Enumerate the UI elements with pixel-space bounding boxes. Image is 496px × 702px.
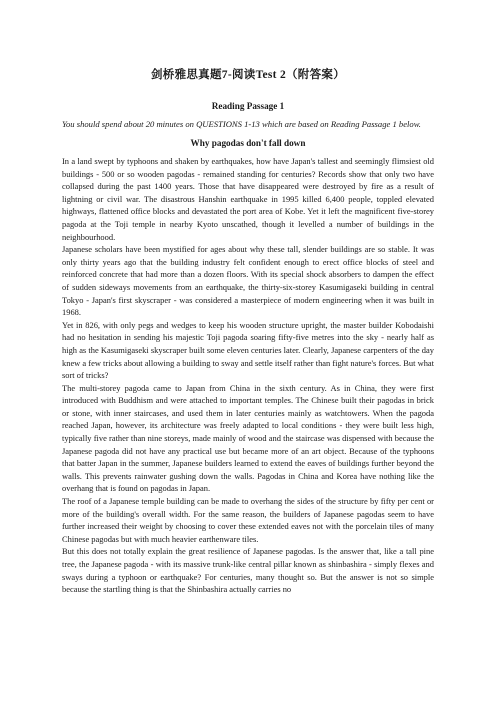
paragraph: In a land swept by typhoons and shaken by earthquakes, how have Japan's tallest and seemingly flimsiest old buildings - 500 or so wooden pagodas - remained standing for centuries? Records show that only two have collapsed during the past 1400 years. Those that have disappeared were destroyed by fire as a result of lightning or civil war. The disastrous Hanshin earthquake in 1995 killed 6,400 people, toppled elevated highways, flattened office blocks and devastated the port area of Kobe. Yet it left the magnificent five-storey pagoda at the Toji temple in nearby Kyoto unscathed, though it levelled a number of buildings in the neighbourhood.	[62, 156, 434, 242]
paragraph: But this does not totally explain the great resilience of Japanese pagodas. Is the answer that, like a tall pine tree, the Japanese pagoda - with its massive trunk-like central pillar known as shinbashira - simply flexes and sways during a typhoon or earthquake? For centuries, many thought so. But the answer is not so simple because the startling thing is that the Shinbashira actually carries no	[62, 546, 434, 595]
paragraph: Japanese scholars have been mystified for ages about why these tall, slender buildings are so stable. It was only thirty years ago that the building industry felt confident enough to erect office blocks of steel and reinforced concrete that had more than a dozen floors. With its special shock absorbers to dampen the effect of sudden sideways movements from an earthquake, the thirty-six-storey Kasumigaseki building in central Tokyo - Japan's first skyscraper - was considered a masterpiece of modern engineering when it was built in 1968.	[62, 244, 434, 318]
article-title: Why pagodas don't fall down	[190, 138, 306, 148]
paragraph: The roof of a Japanese temple building can be made to overhang the sides of the structure by fifty per cent or more of the building's overall width. For the same reason, the builders of Japanese pagodas seem to have further increased their weight by choosing to cover these extended eaves not with the porcelain tiles of many Chinese pagodas but with much heavier earthenware tiles.	[62, 496, 434, 544]
passage-heading: Reading Passage 1	[211, 101, 285, 111]
paragraph: The multi-storey pagoda came to Japan from China in the sixth century. As in China, they were first introduced with Buddhism and were attached to important temples. The Chinese built their pagodas in brick or stone, with inner staircases, and used them in later centuries mainly as watchtowers. When the pagoda reached Japan, however, its architecture was freely adapted to local conditions - they were built less high, typically five rather than nine storeys, made mainly of wood and the staircase was dispensed with because the Japanese pagoda did not have any practical use but became more of an art object. Because of the typhoons that batter Japan in the summer, Japanese builders learned to extend the eaves of buildings further beyond the walls. This prevents rainwater gushing down the walls. Pagodas in China and Korea have nothing like the overhang that is found on pagodas in Japan.	[62, 382, 434, 494]
paragraph: Yet in 826, with only pegs and wedges to keep his wooden structure upright, the master builder Kobodaishi had no hesitation in sending his majestic Toji pagoda soaring fifty-five metres into the sky - nearly half as high as the Kasumigaseki skyscraper built some eleven centuries later. Clearly, Japanese carpenters of the day knew a few tricks about allowing a building to sway and settle itself rather than fight nature's forces. But what sort of tricks?	[62, 319, 434, 381]
instruction-text: You should spend about 20 minutes on QUESTIONS 1-13 which are based on Reading Passage 1 below.	[62, 119, 421, 129]
document-title: 剑桥雅思真题7-阅读Test 2（附答案）	[150, 69, 346, 81]
